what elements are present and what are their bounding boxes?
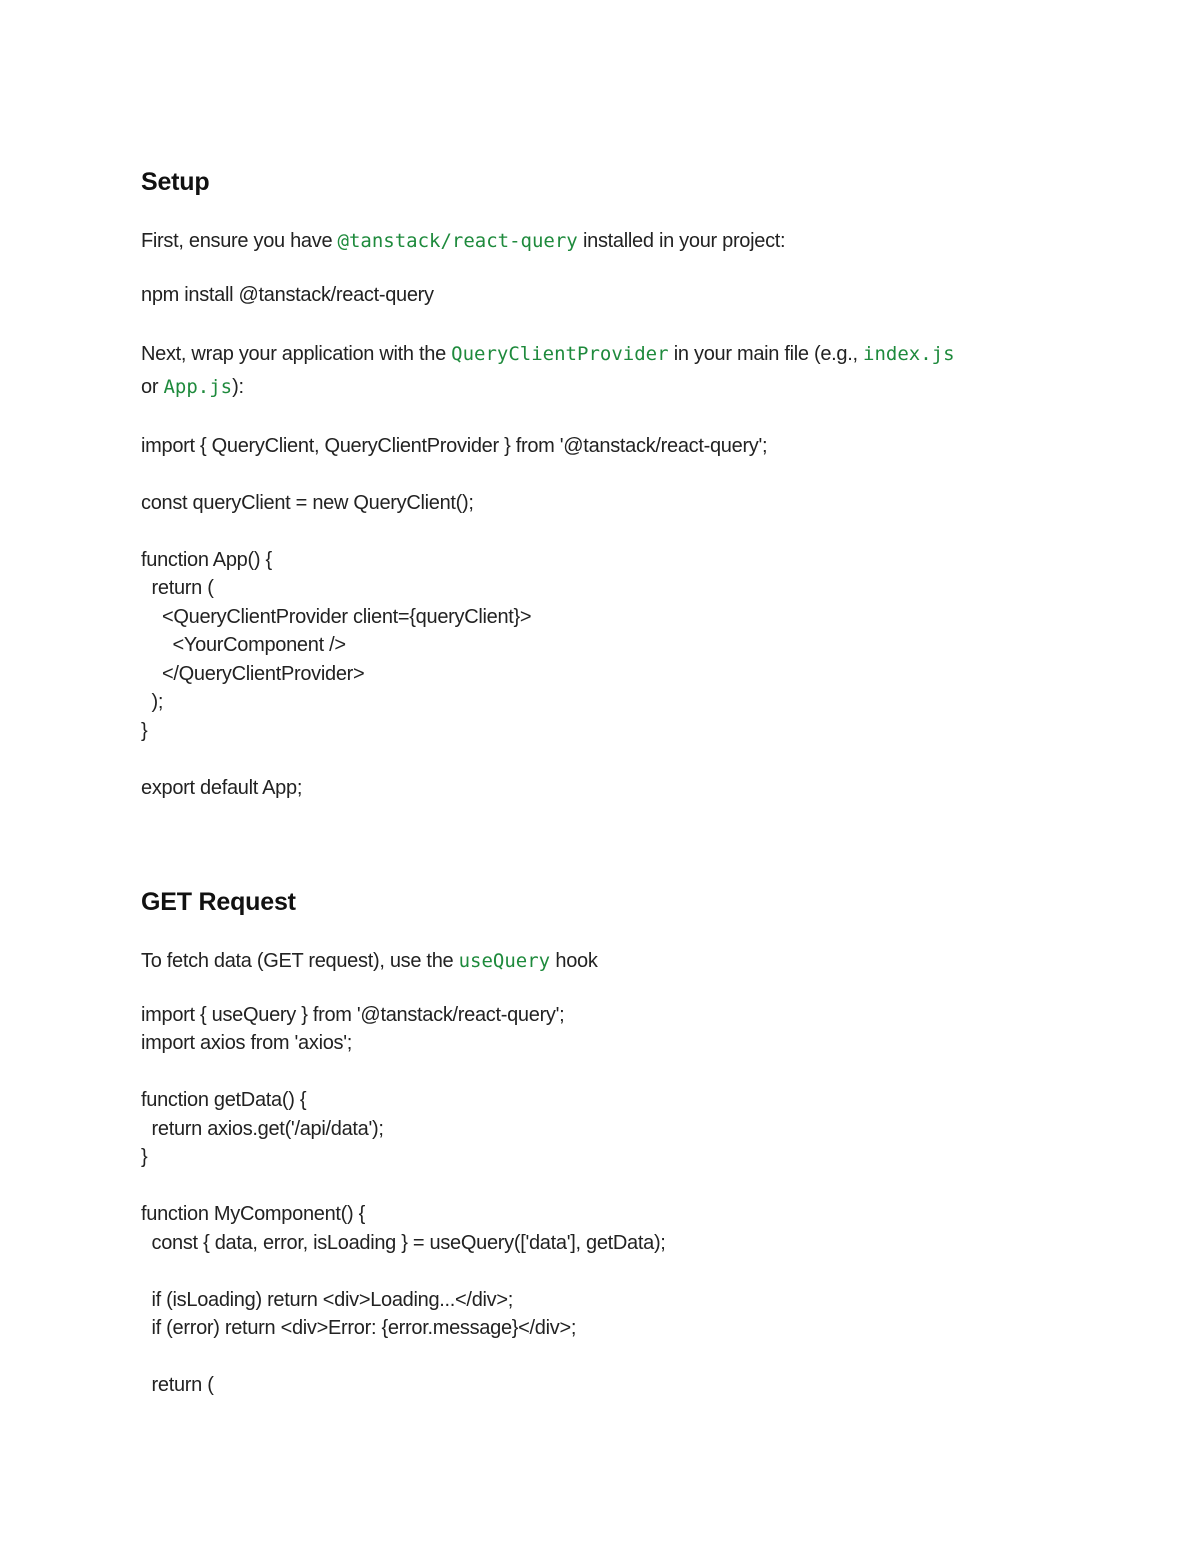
wrap-text-1: Next, wrap your application with the <box>141 343 452 365</box>
get-intro-text-after: hook <box>550 950 598 972</box>
query-client-provider-code: QueryClientProvider <box>451 343 669 365</box>
package-name-code: @tanstack/react-query <box>337 230 578 252</box>
setup-heading: Setup <box>141 168 210 196</box>
code-line: ); <box>141 691 164 713</box>
get-intro-text-before: To fetch data (GET request), use the <box>141 950 459 972</box>
code-line: export default App; <box>141 777 303 799</box>
code-line: if (isLoading) return <div>Loading...</div>; <box>141 1289 513 1311</box>
code-line: import { useQuery } from '@tanstack/react-query'; <box>141 1004 565 1026</box>
code-line: return axios.get('/api/data'); <box>141 1118 384 1140</box>
setup-intro-text-before: First, ensure you have <box>141 230 338 252</box>
code-line: const queryClient = new QueryClient(); <box>141 492 474 514</box>
app-js-code: App.js <box>163 376 233 398</box>
code-line: return ( <box>141 1374 214 1396</box>
index-js-code: index.js <box>863 343 955 365</box>
code-line: import axios from 'axios'; <box>141 1032 353 1054</box>
get-request-heading: GET Request <box>141 888 296 916</box>
code-line: <YourComponent /> <box>141 634 346 656</box>
code-line: return ( <box>141 577 214 599</box>
code-line: function App() { <box>141 549 272 571</box>
wrap-text-3: or <box>141 376 164 398</box>
setup-intro-text-after: installed in your project: <box>577 230 786 252</box>
code-line: } <box>141 720 148 742</box>
code-line: <QueryClientProvider client={queryClient}> <box>141 606 532 628</box>
code-line: function getData() { <box>141 1089 307 1111</box>
code-line: </QueryClientProvider> <box>141 663 365 685</box>
wrap-text-2: in your main file (e.g., <box>668 343 864 365</box>
wrap-text-4: ): <box>232 376 244 398</box>
code-line: function MyComponent() { <box>141 1203 366 1225</box>
code-line: const { data, error, isLoading } = useQuery(['data'], getData); <box>141 1232 666 1254</box>
code-line: } <box>141 1146 148 1168</box>
code-line: import { QueryClient, QueryClientProvider } from '@tanstack/react-query'; <box>141 435 768 457</box>
install-command: npm install @tanstack/react-query <box>141 284 434 306</box>
use-query-code: useQuery <box>458 950 551 972</box>
code-line: if (error) return <div>Error: {error.message}</div>; <box>141 1317 577 1339</box>
get-request-intro-paragraph <box>141 945 1071 978</box>
wrap-instructions-paragraph <box>141 338 1071 404</box>
setup-intro-paragraph <box>141 225 1071 258</box>
